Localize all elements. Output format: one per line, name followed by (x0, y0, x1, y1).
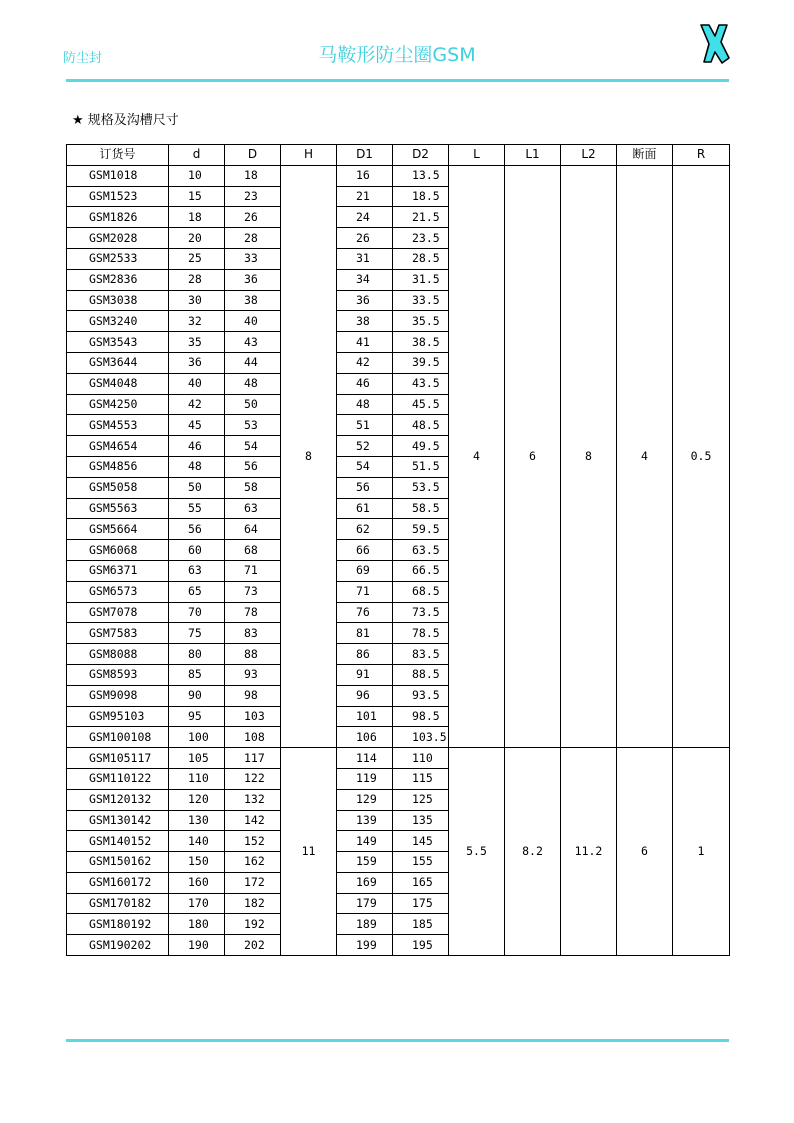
D2-cell: 43.5 (393, 373, 449, 394)
order-code-cell: GSM2028 (67, 228, 169, 249)
order-code-cell: GSM190202 (67, 935, 169, 956)
D1-cell: 159 (337, 852, 393, 873)
D1-cell: 149 (337, 831, 393, 852)
D2-cell: 45.5 (393, 394, 449, 415)
D1-cell: 48 (337, 394, 393, 415)
D1-cell: 42 (337, 352, 393, 373)
D2-cell: 93.5 (393, 685, 449, 706)
column-header: L (449, 145, 505, 166)
d-cell: 46 (169, 436, 225, 457)
d-cell: 18 (169, 207, 225, 228)
d-cell: 36 (169, 352, 225, 373)
column-header: D (225, 145, 281, 166)
d-cell: 15 (169, 186, 225, 207)
D2-cell: 49.5 (393, 436, 449, 457)
L2-cell: 11.2 (561, 748, 617, 956)
column-header: 订货号 (67, 145, 169, 166)
d-cell: 48 (169, 456, 225, 477)
d-cell: 140 (169, 831, 225, 852)
D-cell: 40 (225, 311, 281, 332)
order-code-cell: GSM160172 (67, 872, 169, 893)
D2-cell: 145 (393, 831, 449, 852)
D-cell: 73 (225, 581, 281, 602)
d-cell: 150 (169, 852, 225, 873)
d-cell: 90 (169, 685, 225, 706)
D2-cell: 31.5 (393, 269, 449, 290)
table-row (67, 165, 730, 186)
D-cell: 182 (225, 893, 281, 914)
D2-cell: 135 (393, 810, 449, 831)
order-code-cell: GSM8088 (67, 644, 169, 665)
d-cell: 50 (169, 477, 225, 498)
D-cell: 202 (225, 935, 281, 956)
D-cell: 142 (225, 810, 281, 831)
D-cell: 54 (225, 436, 281, 457)
D2-cell: 39.5 (393, 352, 449, 373)
column-header: D1 (337, 145, 393, 166)
order-code-cell: GSM130142 (67, 810, 169, 831)
order-code-cell: GSM3038 (67, 290, 169, 311)
D2-cell: 165 (393, 872, 449, 893)
order-code-cell: GSM3240 (67, 311, 169, 332)
D1-cell: 61 (337, 498, 393, 519)
order-code-cell: GSM6573 (67, 581, 169, 602)
D-cell: 36 (225, 269, 281, 290)
D2-cell: 48.5 (393, 415, 449, 436)
D1-cell: 56 (337, 477, 393, 498)
order-code-cell: GSM95103 (67, 706, 169, 727)
D-cell: 71 (225, 560, 281, 581)
d-cell: 110 (169, 768, 225, 789)
D1-cell: 38 (337, 311, 393, 332)
order-code-cell: GSM140152 (67, 831, 169, 852)
D2-cell: 35.5 (393, 311, 449, 332)
D1-cell: 81 (337, 623, 393, 644)
d-cell: 170 (169, 893, 225, 914)
footer-divider (66, 1039, 729, 1042)
order-code-cell: GSM105117 (67, 748, 169, 769)
column-header: d (169, 145, 225, 166)
D2-cell: 68.5 (393, 581, 449, 602)
d-cell: 160 (169, 872, 225, 893)
D1-cell: 31 (337, 248, 393, 269)
L1-cell: 6 (505, 165, 561, 747)
order-code-cell: GSM2533 (67, 248, 169, 269)
order-code-cell: GSM180192 (67, 914, 169, 935)
H-cell: 11 (281, 748, 337, 956)
D1-cell: 21 (337, 186, 393, 207)
d-cell: 65 (169, 581, 225, 602)
d-cell: 105 (169, 748, 225, 769)
column-header: R (673, 145, 730, 166)
d-cell: 25 (169, 248, 225, 269)
D2-cell: 21.5 (393, 207, 449, 228)
D-cell: 50 (225, 394, 281, 415)
D2-cell: 51.5 (393, 456, 449, 477)
D2-cell: 63.5 (393, 540, 449, 561)
D1-cell: 41 (337, 332, 393, 353)
d-cell: 63 (169, 560, 225, 581)
d-cell: 45 (169, 415, 225, 436)
D1-cell: 54 (337, 456, 393, 477)
order-code-cell: GSM3543 (67, 332, 169, 353)
D1-cell: 16 (337, 165, 393, 186)
d-cell: 30 (169, 290, 225, 311)
D1-cell: 169 (337, 872, 393, 893)
D-cell: 26 (225, 207, 281, 228)
D2-cell: 58.5 (393, 498, 449, 519)
D-cell: 78 (225, 602, 281, 623)
d-cell: 80 (169, 644, 225, 665)
D-cell: 88 (225, 644, 281, 665)
d-cell: 130 (169, 810, 225, 831)
D-cell: 56 (225, 456, 281, 477)
order-code-cell: GSM4048 (67, 373, 169, 394)
D2-cell: 66.5 (393, 560, 449, 581)
column-header: D2 (393, 145, 449, 166)
table-header-row (67, 145, 730, 166)
D-cell: 43 (225, 332, 281, 353)
D2-cell: 103.5 (393, 727, 449, 748)
D1-cell: 114 (337, 748, 393, 769)
D-cell: 48 (225, 373, 281, 394)
d-cell: 190 (169, 935, 225, 956)
D2-cell: 88.5 (393, 664, 449, 685)
D1-cell: 66 (337, 540, 393, 561)
D2-cell: 38.5 (393, 332, 449, 353)
D2-cell: 83.5 (393, 644, 449, 665)
d-cell: 42 (169, 394, 225, 415)
D2-cell: 110 (393, 748, 449, 769)
order-code-cell: GSM6371 (67, 560, 169, 581)
D-cell: 33 (225, 248, 281, 269)
column-header: 断面 (617, 145, 673, 166)
header-divider (66, 79, 729, 82)
L2-cell: 8 (561, 165, 617, 747)
D1-cell: 189 (337, 914, 393, 935)
header-category-label: 防尘封 (63, 51, 103, 66)
D2-cell: 98.5 (393, 706, 449, 727)
D1-cell: 36 (337, 290, 393, 311)
L1-cell: 8.2 (505, 748, 561, 956)
d-cell: 40 (169, 373, 225, 394)
D2-cell: 185 (393, 914, 449, 935)
D-cell: 162 (225, 852, 281, 873)
D-cell: 93 (225, 664, 281, 685)
L-cell: 4 (449, 165, 505, 747)
d-cell: 70 (169, 602, 225, 623)
D-cell: 98 (225, 685, 281, 706)
d-cell: 75 (169, 623, 225, 644)
D-cell: 192 (225, 914, 281, 935)
D1-cell: 69 (337, 560, 393, 581)
D1-cell: 34 (337, 269, 393, 290)
section-cell: 4 (617, 165, 673, 747)
D-cell: 132 (225, 789, 281, 810)
d-cell: 180 (169, 914, 225, 935)
d-cell: 55 (169, 498, 225, 519)
D2-cell: 78.5 (393, 623, 449, 644)
D2-cell: 125 (393, 789, 449, 810)
order-code-cell: GSM2836 (67, 269, 169, 290)
column-header: L2 (561, 145, 617, 166)
D2-cell: 155 (393, 852, 449, 873)
table-row (67, 748, 730, 769)
D-cell: 108 (225, 727, 281, 748)
D1-cell: 199 (337, 935, 393, 956)
order-code-cell: GSM1018 (67, 165, 169, 186)
H-cell: 8 (281, 165, 337, 747)
D-cell: 53 (225, 415, 281, 436)
D-cell: 58 (225, 477, 281, 498)
d-cell: 10 (169, 165, 225, 186)
D1-cell: 62 (337, 519, 393, 540)
d-cell: 85 (169, 664, 225, 685)
order-code-cell: GSM150162 (67, 852, 169, 873)
D2-cell: 59.5 (393, 519, 449, 540)
D2-cell: 73.5 (393, 602, 449, 623)
D-cell: 64 (225, 519, 281, 540)
D-cell: 44 (225, 352, 281, 373)
order-code-cell: GSM4856 (67, 456, 169, 477)
order-code-cell: GSM1523 (67, 186, 169, 207)
D2-cell: 195 (393, 935, 449, 956)
order-code-cell: GSM4654 (67, 436, 169, 457)
D1-cell: 139 (337, 810, 393, 831)
d-cell: 32 (169, 311, 225, 332)
order-code-cell: GSM3644 (67, 352, 169, 373)
order-code-cell: GSM170182 (67, 893, 169, 914)
d-cell: 56 (169, 519, 225, 540)
d-cell: 100 (169, 727, 225, 748)
order-code-cell: GSM5058 (67, 477, 169, 498)
spec-table (66, 144, 730, 956)
seal-profile-logo (698, 22, 732, 66)
order-code-cell: GSM7078 (67, 602, 169, 623)
D2-cell: 28.5 (393, 248, 449, 269)
D2-cell: 33.5 (393, 290, 449, 311)
d-cell: 60 (169, 540, 225, 561)
column-header: L1 (505, 145, 561, 166)
section-cell: 6 (617, 748, 673, 956)
D-cell: 38 (225, 290, 281, 311)
D1-cell: 96 (337, 685, 393, 706)
order-code-cell: GSM8593 (67, 664, 169, 685)
D-cell: 117 (225, 748, 281, 769)
D-cell: 172 (225, 872, 281, 893)
L-cell: 5.5 (449, 748, 505, 956)
d-cell: 120 (169, 789, 225, 810)
order-code-cell: GSM100108 (67, 727, 169, 748)
R-cell: 0.5 (673, 165, 730, 747)
d-cell: 20 (169, 228, 225, 249)
D1-cell: 46 (337, 373, 393, 394)
order-code-cell: GSM4250 (67, 394, 169, 415)
D-cell: 103 (225, 706, 281, 727)
D2-cell: 13.5 (393, 165, 449, 186)
D-cell: 63 (225, 498, 281, 519)
order-code-cell: GSM4553 (67, 415, 169, 436)
D-cell: 23 (225, 186, 281, 207)
d-cell: 35 (169, 332, 225, 353)
D1-cell: 119 (337, 768, 393, 789)
D1-cell: 91 (337, 664, 393, 685)
D1-cell: 52 (337, 436, 393, 457)
D2-cell: 115 (393, 768, 449, 789)
D2-cell: 175 (393, 893, 449, 914)
page-title: 马鞍形防尘圈GSM (318, 44, 476, 66)
d-cell: 95 (169, 706, 225, 727)
order-code-cell: GSM6068 (67, 540, 169, 561)
D2-cell: 53.5 (393, 477, 449, 498)
D1-cell: 76 (337, 602, 393, 623)
D1-cell: 51 (337, 415, 393, 436)
D1-cell: 129 (337, 789, 393, 810)
D1-cell: 71 (337, 581, 393, 602)
order-code-cell: GSM7583 (67, 623, 169, 644)
D-cell: 83 (225, 623, 281, 644)
D1-cell: 101 (337, 706, 393, 727)
order-code-cell: GSM120132 (67, 789, 169, 810)
D1-cell: 26 (337, 228, 393, 249)
order-code-cell: GSM5563 (67, 498, 169, 519)
order-code-cell: GSM1826 (67, 207, 169, 228)
D1-cell: 86 (337, 644, 393, 665)
D-cell: 18 (225, 165, 281, 186)
D-cell: 122 (225, 768, 281, 789)
section-title: ★ 规格及沟槽尺寸 (72, 113, 179, 128)
D-cell: 28 (225, 228, 281, 249)
D2-cell: 23.5 (393, 228, 449, 249)
column-header: H (281, 145, 337, 166)
D1-cell: 179 (337, 893, 393, 914)
order-code-cell: GSM9098 (67, 685, 169, 706)
R-cell: 1 (673, 748, 730, 956)
D-cell: 152 (225, 831, 281, 852)
D-cell: 68 (225, 540, 281, 561)
D1-cell: 106 (337, 727, 393, 748)
order-code-cell: GSM110122 (67, 768, 169, 789)
order-code-cell: GSM5664 (67, 519, 169, 540)
d-cell: 28 (169, 269, 225, 290)
D2-cell: 18.5 (393, 186, 449, 207)
D1-cell: 24 (337, 207, 393, 228)
